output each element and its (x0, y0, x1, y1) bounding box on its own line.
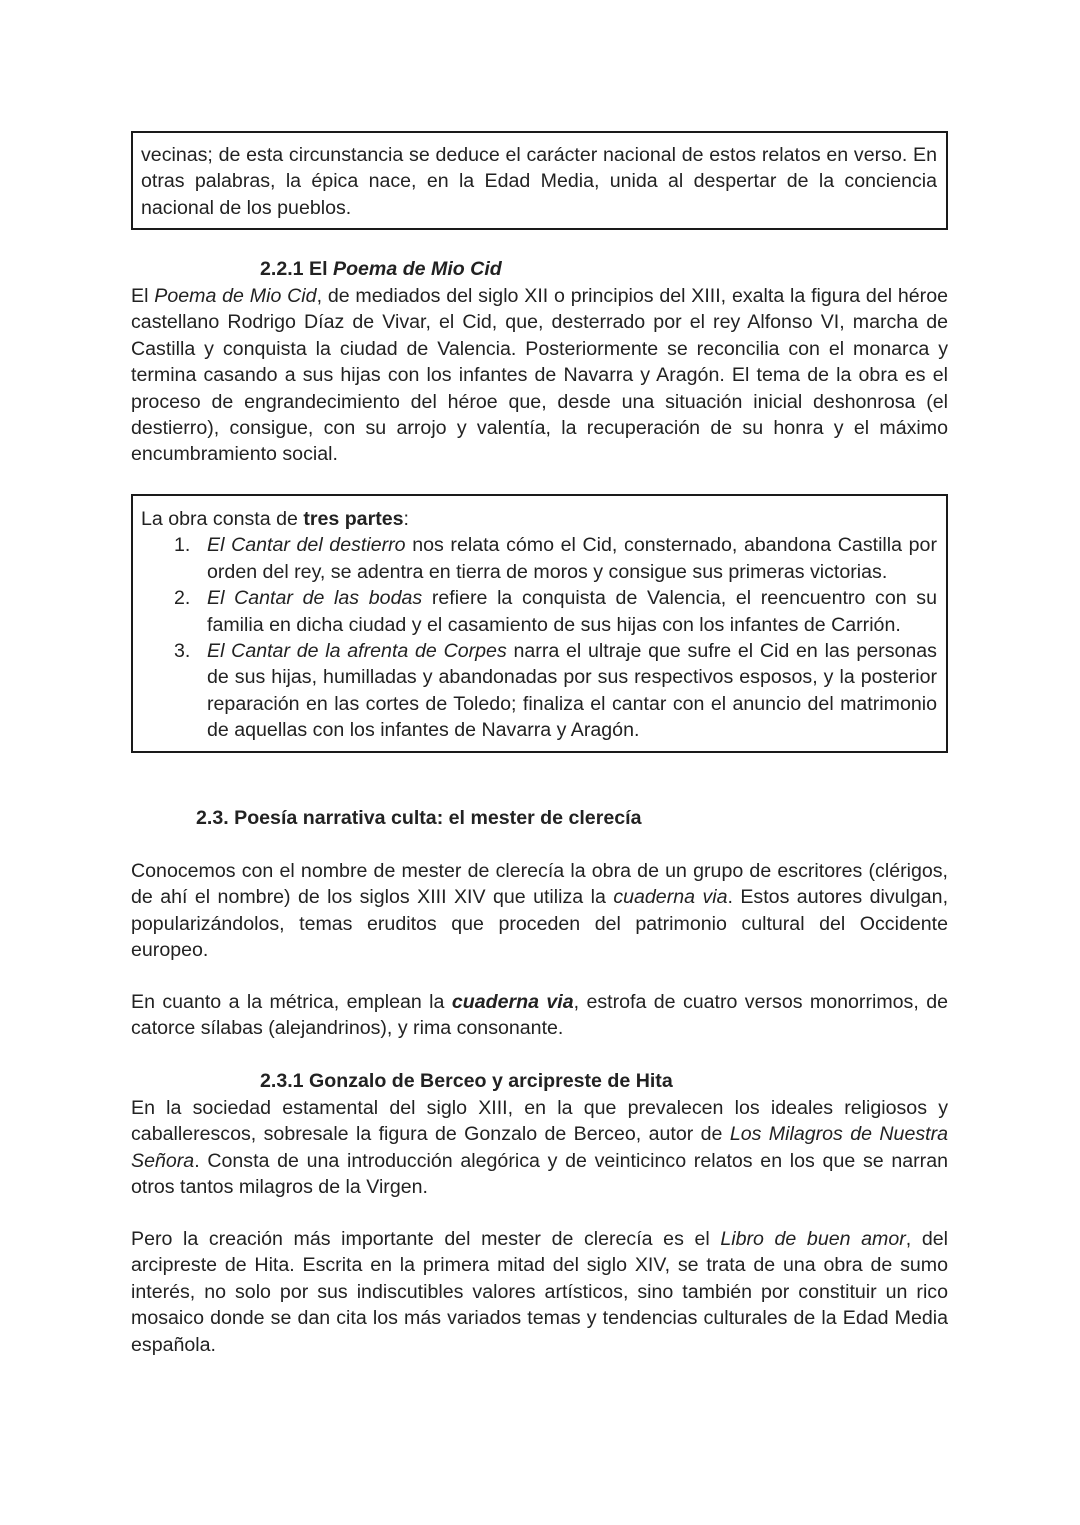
list-item (141, 638, 937, 744)
three-parts-list (141, 532, 937, 743)
hita-paragraph (131, 1226, 948, 1358)
section-heading-2-3: 2.3. Poesía narrativa culta: el mester de clerecía (196, 807, 642, 829)
list-item-title: El Cantar del destierro (207, 534, 406, 557)
three-parts-intro-post: : (403, 508, 409, 530)
three-parts-box (131, 494, 948, 753)
clerecia-paragraph-1-pre: Conocemos con el nombre de mester de clerecía la obra de un grupo de escritores (clérigos, de ahí el nombre) de los siglos XIII XIV que utiliza la (131, 860, 948, 909)
clerecia-paragraph-2-post: , estrofa de cuatro versos monorrimos, de catorce sílabas (alejandrinos), y rima consonante. (131, 991, 948, 1040)
three-parts-intro (141, 506, 937, 532)
list-item-number: 3. (174, 640, 191, 663)
three-parts-intro-bold: tres partes (303, 508, 404, 530)
clerecia-paragraph-1-post: . Estos autores divulgan, popularizándolos, temas eruditos que proceden del patrimonio cultural del Occidente europeo. (131, 886, 949, 962)
hita-paragraph-post: , del arcipreste de Hita. Escrita en la primera mitad del siglo XIV, se trata de una obra de sumo interés, no solo por sus indiscutibles valores artísticos, sino también por constituir un rico mosaico donde se dan cita los más variados temas y tendencias culturales de la Edad Media española. (131, 1228, 948, 1356)
section-heading-2-2-1-title: Poema de Mio Cid (333, 258, 502, 280)
section-heading-2-2-1-number: 2.2.1 El (260, 258, 328, 280)
list-item-number: 1. (174, 534, 191, 557)
berceo-paragraph (131, 1095, 948, 1201)
epic-summary-text: vecinas; de esta circunstancia se deduce el carácter nacional de estos relatos en verso. En otras palabras, la épica nace, en la Edad Media, unida al despertar de la conciencia nacional de los pueblos. (141, 144, 937, 219)
berceo-paragraph-italic: Los Milagros de Nuestra Señora (131, 1123, 948, 1172)
list-item (141, 532, 937, 585)
list-item-text: narra el ultraje que sufre el Cid en las personas de sus hijas, humilladas y abandonadas por sus respectivos esposos, y la posterior reparación en las cortes de Toledo; finaliza el cantar con el anuncio del matrimonio de aquellas con los infantes de Navarra y Aragón. (207, 640, 937, 742)
hita-paragraph-pre: Pero la creación más importante del mester de clerecía es el (131, 1228, 710, 1250)
clerecia-paragraph-2-pre: En cuanto a la métrica, emplean la (131, 991, 445, 1013)
clerecia-paragraph-2-bold-italic: cuaderna via (451, 991, 574, 1013)
berceo-paragraph-pre: En la sociedad estamental del siglo XIII, en la que prevalecen los ideales religiosos y caballerescos, sobresale la figura de Gonzalo de Berceo, autor de (131, 1097, 948, 1146)
mio-cid-paragraph-pre: El (131, 285, 149, 307)
list-item-text: refiere la conquista de Valencia, el reencuentro con su familia en dicha ciudad y el casamiento de sus hijas con los infantes de Carrión. (207, 587, 937, 636)
section-heading-2-3-1: 2.3.1 Gonzalo de Berceo y arcipreste de Hita (260, 1070, 673, 1092)
berceo-paragraph-post: . Consta de una introducción alegórica y de veinticinco relatos en los que se narran otros tantos milagros de la Virgen. (131, 1149, 948, 1199)
hita-paragraph-italic: Libro de buen amor (720, 1228, 906, 1250)
mio-cid-paragraph-title: Poema de Mio Cid (154, 285, 317, 307)
list-item-title: El Cantar de las bodas (207, 587, 423, 610)
list-item (141, 585, 937, 638)
three-parts-intro-pre: La obra consta de (141, 508, 298, 530)
mio-cid-paragraph (131, 283, 948, 468)
epic-summary-box (131, 131, 948, 230)
section-heading-2-2-1 (260, 256, 502, 282)
clerecia-paragraph-2 (131, 989, 948, 1042)
list-item-number: 2. (174, 587, 191, 610)
list-item-title: El Cantar de la afrenta de Corpes (207, 640, 507, 663)
list-item-text: nos relata cómo el Cid, consternado, abandona Castilla por orden del rey, se adentra en tierra de moros y consigue sus primeras victorias. (207, 534, 937, 583)
mio-cid-paragraph-text: , de mediados del siglo XII o principios del XIII, exalta la figura del héroe castellano Rodrigo Díaz de Vivar, el Cid, que, desterrado por el rey Alfonso VI, marcha de Castilla y conquista la ciudad de Valencia. Posteriormente se reconcilia con el monarca y termina casando a sus hijas con los infantes de Navarra y Aragón. El tema de la obra es el proceso de engrandecimiento del héroe que, desde una situación inicial deshonrosa (el destierro), consigue, con su arrojo y valentía, la recuperación de su honra y el máximo encumbramiento social. (131, 285, 949, 466)
clerecia-paragraph-1 (131, 858, 948, 964)
clerecia-paragraph-1-italic: cuaderna via (613, 886, 728, 909)
